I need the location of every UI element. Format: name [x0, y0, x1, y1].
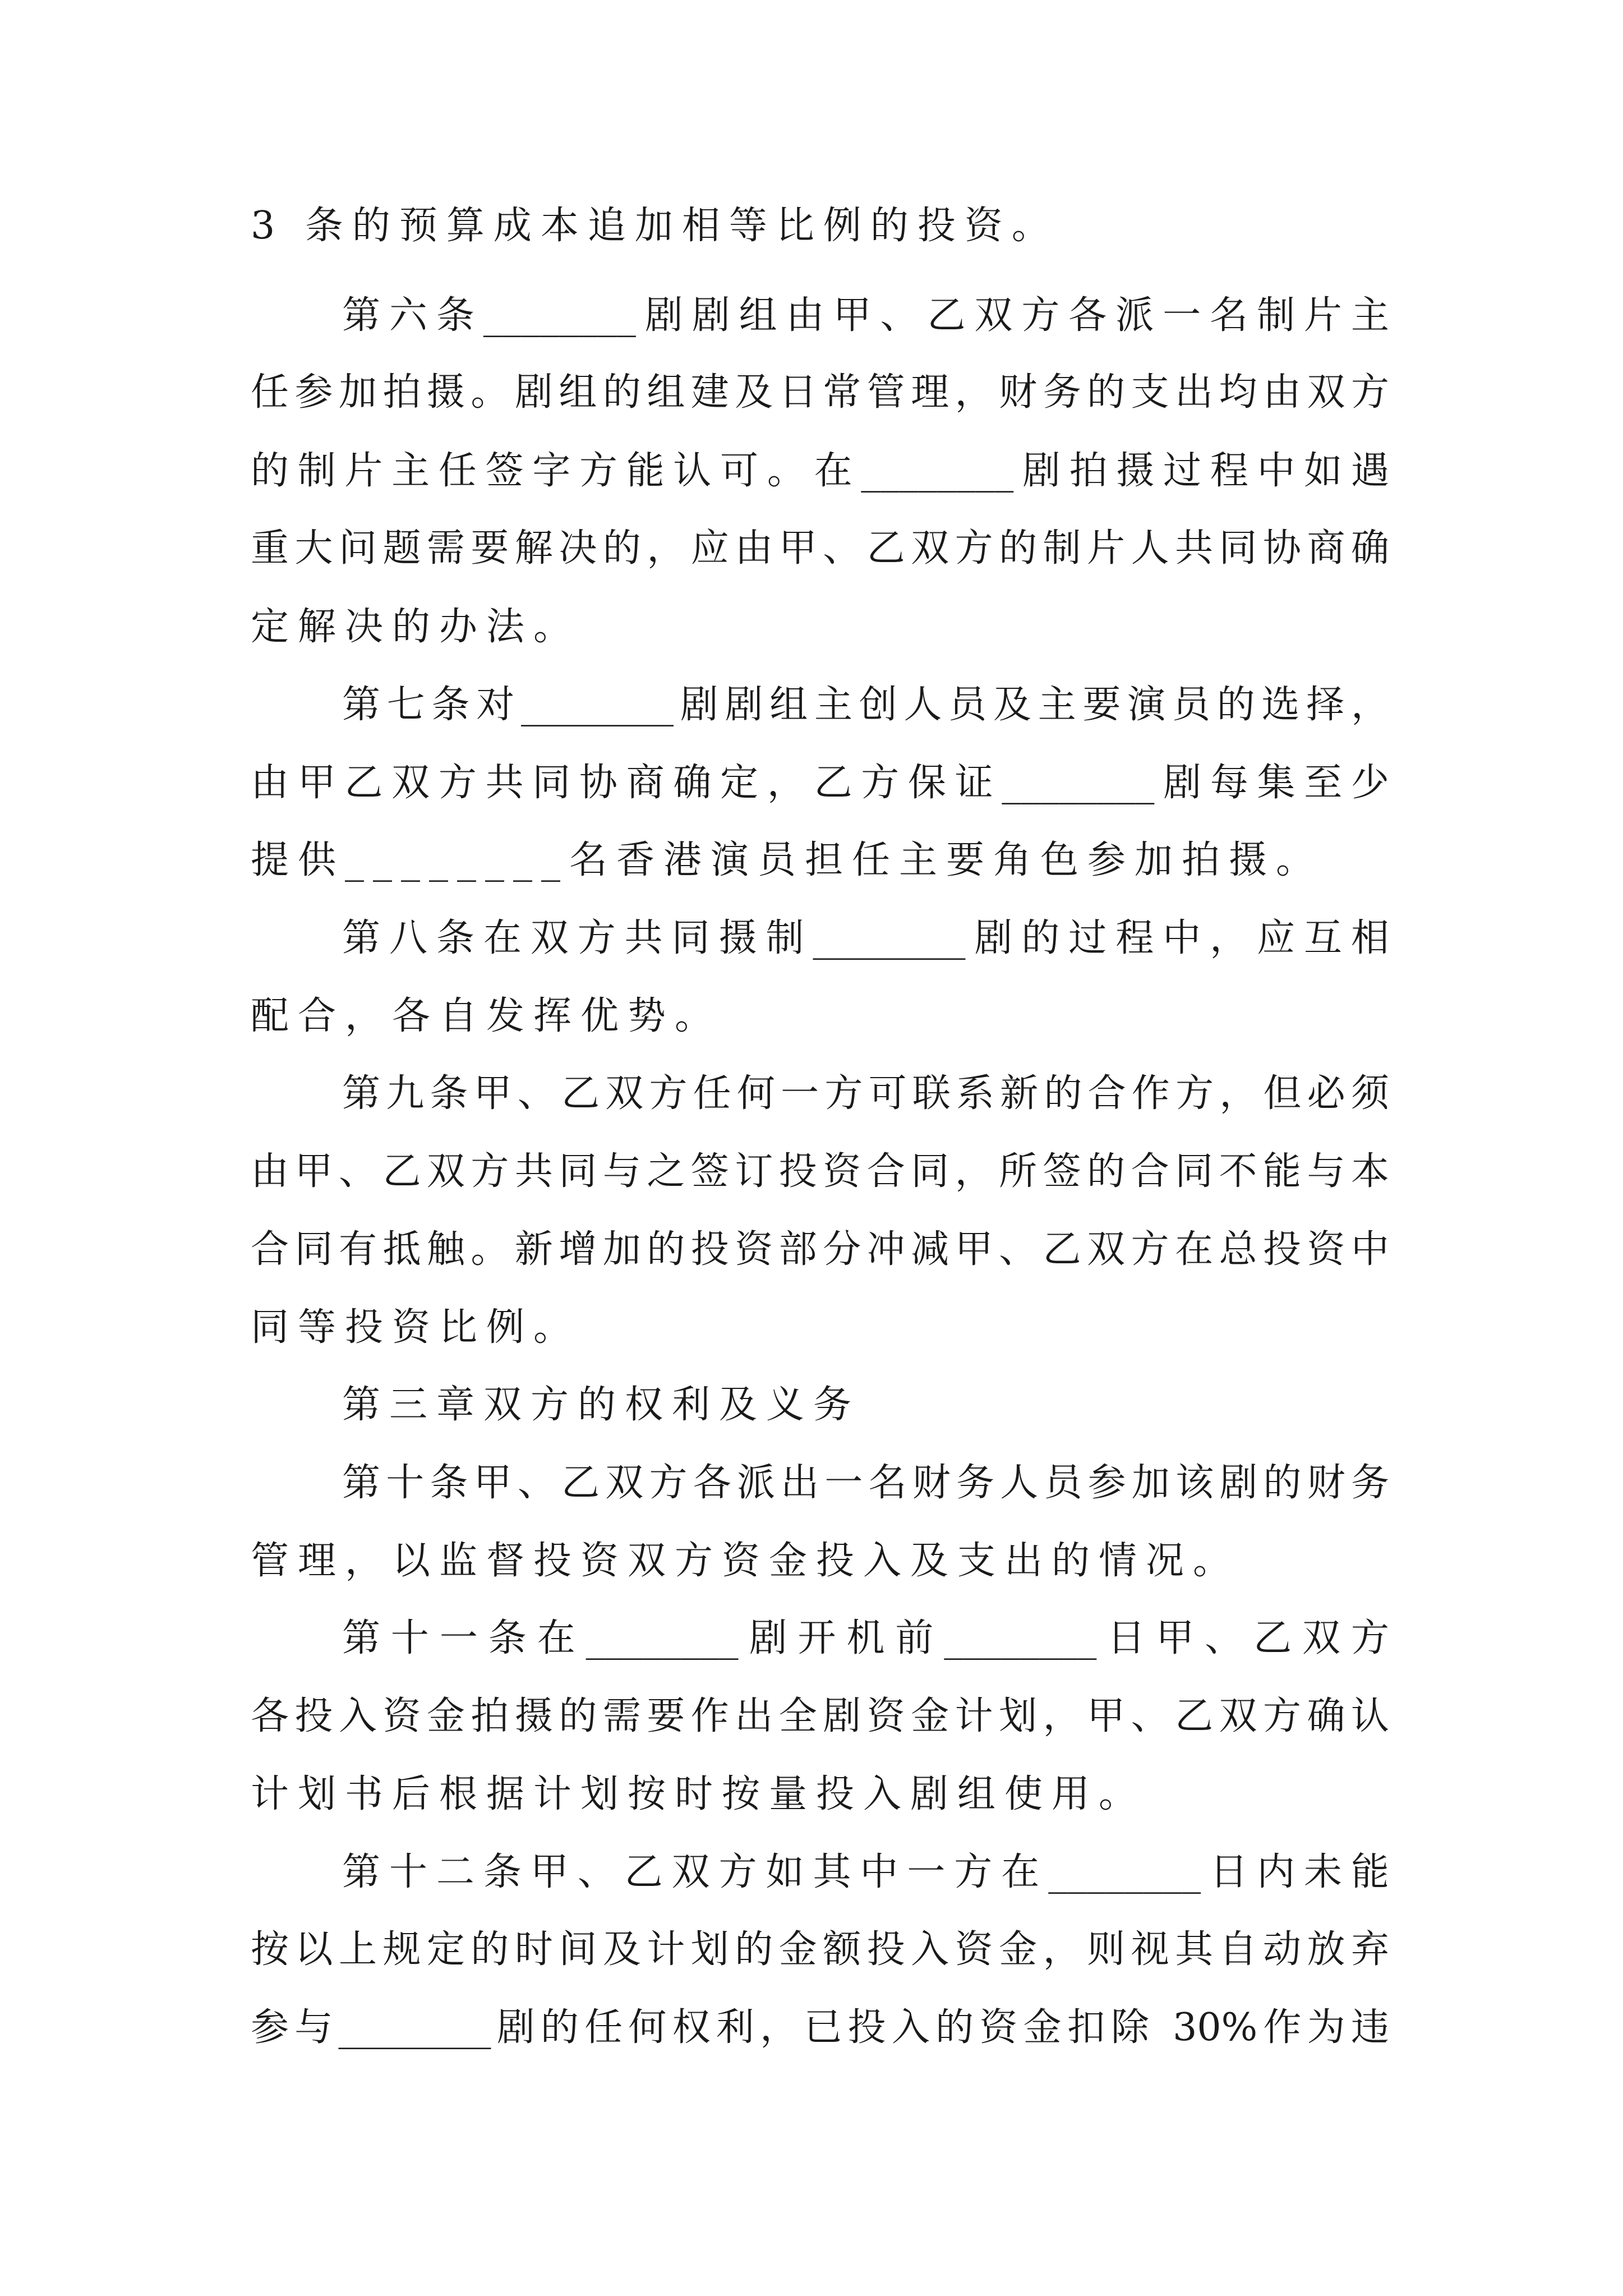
text-line: 合同有抵触。新增加的投资部分冲减甲、乙双方在总投资中	[251, 1227, 1389, 1272]
text-line: 定解决的办法。	[251, 605, 581, 649]
text-line: 第九条甲、乙双方任何一方可联系新的合作方，但必须	[342, 1071, 1389, 1116]
text-line: 按以上规定的时间及计划的金额投入资金，则视其自动放弃	[251, 1927, 1389, 1972]
text-line: 管理，以监督投资双方资金投入及支出的情况。	[251, 1539, 1241, 1583]
text-line: 由甲乙双方共同协商确定，乙方保证________剧每集至少	[251, 761, 1389, 805]
text-line: 同等投资比例。	[251, 1305, 581, 1350]
text-line: 第十二条甲、乙双方如其中一方在________日内未能	[342, 1850, 1389, 1894]
text-line: 第七条对________剧剧组主创人员及主要演员的选择，	[342, 683, 1389, 727]
text-line: 第八条在双方共同摄制________剧的过程中，应互相	[342, 916, 1389, 960]
text-line: 第十一条在________剧开机前________日甲、乙双方	[342, 1616, 1389, 1660]
text-line: 计划书后根据计划按时按量投入剧组使用。	[251, 1772, 1146, 1816]
text-line: 由甲、乙双方共同与之签订投资合同，所签的合同不能与本	[251, 1149, 1389, 1194]
text-line: 提供________名香港演员担任主要角色参加拍摄。	[251, 838, 1324, 882]
chapter-heading: 第三章双方的权利及义务	[342, 1383, 861, 1427]
text-line: 任参加拍摄。剧组的组建及日常管理，财务的支出均由双方	[251, 370, 1389, 415]
text-line: 第六条________剧剧组由甲、乙双方各派一名制片主	[342, 293, 1389, 338]
text-line: 配合，各自发挥优势。	[251, 994, 722, 1038]
text-line: 各投入资金拍摄的需要作出全剧资金计划，甲、乙双方确认	[251, 1694, 1389, 1738]
text-line: 第十条甲、乙双方各派出一名财务人员参加该剧的财务	[342, 1461, 1389, 1505]
text-line: 重大问题需要解决的，应由甲、乙双方的制片人共同协商确	[251, 526, 1389, 570]
text-line: 3 条的预算成本追加相等比例的投资。	[251, 204, 1059, 248]
text-line: 参与________剧的任何权利，已投入的资金扣除 30%作为违	[251, 2005, 1389, 2050]
text-line: 的制片主任签字方能认可。在________剧拍摄过程中如遇	[251, 449, 1389, 493]
